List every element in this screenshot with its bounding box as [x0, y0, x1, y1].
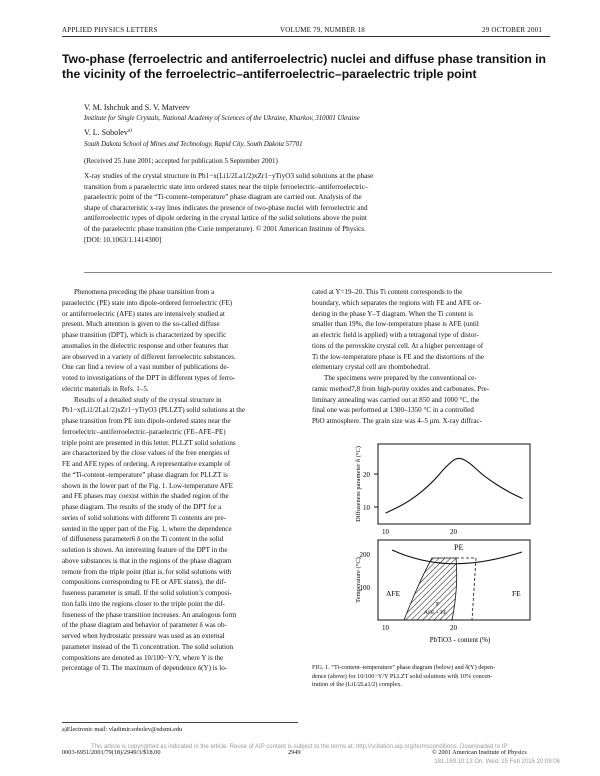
- text-line: above substances is that in the regions of the phase diagram: [62, 556, 232, 565]
- text-line: triple point are presented in this letter. PLLZT solid solutions: [62, 438, 236, 447]
- paper-title: Two-phase (ferroelectric and antiferroelectric) nuclei and diffuse phase transition in the vicinity of the ferroelectric–antiferroelectric–paraelectric triple point: [62, 52, 546, 81]
- watermark-line-2: 181.169.10.13 On: Wed, 25 Feb 2015 20:09:06: [434, 759, 560, 765]
- caption-line: dence (above) for 10/100−Y/Y PLLZT solid solutions with 10% concen-: [312, 672, 493, 680]
- bottom-ylabel: Temperature (°C): [355, 557, 362, 603]
- text-line: shown in the lower part of the Fig. 1. Low-temperature AFE: [62, 481, 234, 490]
- volume-number: VOLUME 79, NUMBER 18: [280, 26, 365, 34]
- text-line: served when hydrostatic pressure was used as an external: [62, 632, 225, 640]
- authors-1: V. M. Ishchuk and S. V. Matveev: [84, 103, 190, 112]
- abstract-line: antiferroelectric types of dipole ordering in the crystal lattice of the solid solutions above the point: [84, 214, 367, 223]
- text-line: One can find a review of a vast number of publications de-: [62, 363, 229, 372]
- text-line: series of solid solutions with different Ti contents are pre-: [62, 513, 226, 522]
- text-line: PbO atmosphere. The grain size was 4–5 μm. X-ray diffrac-: [312, 417, 482, 425]
- text-line: fuseness of the phase transition increases. An analogous form: [62, 610, 237, 619]
- affiliation-1: Institute for Single Crystals, National Academy of Sciences of the Ukraine, Kharkov, 310001 Ukraine: [84, 115, 360, 122]
- text-line: the “Ti-content–temperature” phase diagram for PLLZT is: [62, 470, 228, 479]
- top-panel-frame: [378, 444, 530, 524]
- afe-fe-label: AFE + FE: [424, 610, 447, 616]
- caption-line: FIG. 1. “Ti-content–temperature” phase diagram (below) and δ(Y) depen-: [312, 664, 496, 671]
- text-line: voted to investigations of the DPT in different types of ferro-: [62, 374, 236, 382]
- footer-copyright: © 2001 American Institute of Physics: [432, 749, 527, 756]
- text-line: tion falls into the regions closer to the triple point the dif-: [62, 599, 225, 608]
- text-line: ferroelectric–antiferroelectric–paraelectric (FE–AFE–PE): [62, 427, 226, 436]
- abstract-line: of the paraelectric phase transition (the Curie temperature). © 2001 American Institute of Physics.: [84, 224, 366, 233]
- text-line: an electric field is applied) with a tetragonal type of distor-: [312, 331, 479, 339]
- fe-region-label: FE: [512, 589, 521, 598]
- text-line: remote from the triple point (that is, for solid solutions with: [62, 567, 232, 576]
- text-line: sented in the upper part of the Fig. 1, where the dependence: [62, 524, 232, 533]
- abstract-line: transition from a paraelectric state into ordered states near the triple ferroelectric–antiferroelectric–: [84, 182, 369, 191]
- abstract-line: X-ray studies of the crystal structure in Pb1−x(Li1/2La1/2)xZr1−yTiyO3 solid solutions at the phase: [84, 172, 374, 180]
- text-line: Results of a detailed study of the crystal structure in: [74, 395, 222, 404]
- text-line: or antiferroelectric (AFE) states are intensively studied at: [62, 309, 225, 318]
- text-line: paraelectric (PE) state into dipole-ordered ferroelectric (FE): [62, 298, 233, 307]
- text-line: final one was performed at 1300–1350 °C in a controlled: [312, 406, 474, 415]
- text-line: The specimens were prepared by the conventional ce-: [324, 374, 477, 382]
- page-number: 2949: [288, 749, 301, 756]
- pe-region-label: PE: [454, 543, 464, 552]
- abstract-line: [DOI: 10.1063/1.1414300]: [84, 235, 162, 244]
- text-line: FE and AFE types of ordering. A representative example of: [62, 460, 231, 468]
- text-line: liminary annealing was carried out at 850 and 1000 °C, the: [312, 395, 480, 404]
- text-line: are characterized by the close values of the free energies of: [62, 449, 230, 458]
- header-rule: [62, 36, 550, 37]
- footnote-rule: [62, 722, 298, 723]
- abstract: [84, 171, 552, 245]
- text-line: anomalies in the dielectric response and other features that: [62, 341, 229, 350]
- text-line: fuseness parameter is small. If the solid solution’s composi-: [62, 589, 232, 597]
- afe-region-label: AFE: [386, 589, 401, 598]
- text-line: of the phase diagram and behavior of parameter δ was ob-: [62, 621, 227, 630]
- top-xtick-label-10: 10: [382, 528, 389, 536]
- text-line: elementary crystal cell are rhombohedral.: [312, 363, 430, 372]
- right-column-text: [312, 287, 550, 427]
- footnote-email: a)Electronic mail: vladimir.sobolev@sdsmt.edu: [62, 726, 183, 733]
- top-xtick-label-20: 20: [450, 528, 457, 536]
- text-line: tions of the perovskite crystal cell. At a higher percentage of: [312, 341, 484, 350]
- bottom-xtick-label-10: 10: [382, 624, 389, 632]
- left-column-text: [62, 287, 298, 674]
- text-line: percentage of Ti. The maximum of dependence δ(Y) is lo-: [62, 664, 228, 673]
- bottom-ytick-label-200: 200: [359, 551, 370, 559]
- text-line: are observed in a variety of different ferroelectric substances.: [62, 352, 236, 361]
- figure-1: [352, 430, 552, 645]
- journal-name: APPLIED PHYSICS LETTERS: [62, 26, 158, 34]
- figure-caption: [312, 664, 550, 690]
- affiliation-2: South Dakota School of Mines and Technology, Rapid City, South Dakota 57701: [84, 141, 303, 148]
- issue-date: 29 OCTOBER 2001: [482, 26, 543, 34]
- text-line: Ti the low-temperature phase is FE and the distortions of the: [312, 352, 484, 361]
- delta-curve: [386, 458, 523, 513]
- text-line: dering in the phase Y–T diagram. When the Ti content is: [312, 309, 473, 318]
- text-line: Pb1−x(Li1/2La1/2)xZr1−yTiyO3 (PLLZT) solid solutions at the: [62, 406, 245, 415]
- text-line: parameter instead of the Ti concentration. The solid solution: [62, 642, 234, 651]
- text-line: ramic method7,8 from high-purity oxides and carbonates. Pre-: [312, 384, 490, 393]
- x-axis-label: PbTiO3 - content (%): [429, 636, 491, 644]
- text-line: Phenomena preceding the phase transition from a: [74, 288, 215, 296]
- text-line: electric materials in Refs. 1–5.: [62, 384, 149, 393]
- footer-issn: 0003-6951/2001/79(18)/2949/3/$18.00: [62, 749, 161, 756]
- watermark-line-1: This article is copyrighted as indicated in the article. Reuse of AIP content is subject to the terms at: http://scitation.aip.org/termsconditions. Downloaded to IP:: [90, 744, 510, 750]
- text-line: of diffuseness parameter6 δ on the Ti content in the solid: [62, 535, 224, 544]
- text-line: cated at Y=19–20. This Ti content corresponds to the: [312, 288, 463, 296]
- text-line: compositions are denoted as 10/100−Y/Y, where Y is the: [62, 653, 224, 662]
- text-line: present. Much attention is given to the so-called diffuse: [62, 320, 220, 329]
- bottom-xtick-label-20: 20: [450, 624, 457, 632]
- bottom-ytick-label-100: 100: [359, 584, 370, 592]
- abstract-rule: [84, 272, 552, 273]
- received-dates: (Received 25 June 2001; accepted for publication 5 September 2001): [84, 157, 278, 165]
- text-line: and FE phases may coexist within the shaded region of the: [62, 492, 229, 501]
- top-ylabel: Diffuseness parameter δ (°C): [355, 446, 362, 522]
- text-line: boundary, which separates the regions with FE and AFE or-: [312, 298, 482, 307]
- text-line: phase transition from PE into dipole-ordered states near the: [62, 417, 231, 425]
- top-ytick-label-10: 10: [363, 504, 370, 512]
- abstract-line: shape of characteristic x-ray lines indicates the presence of two-phase nuclei with ferroelectric and: [84, 203, 368, 212]
- authors-2: V. L. Sobolev$^{a)}$: [84, 128, 132, 137]
- caption-line: tration of the (Li1/2La1/2) complex.: [312, 681, 402, 689]
- text-line: compositions corresponding to FE or AFE states), the dif-: [62, 578, 227, 587]
- pe-boundary-curve: [392, 550, 522, 564]
- text-line: phase diagram. The results of the study of the DPT for a: [62, 503, 222, 511]
- text-line: solution is shown. An interesting feature of the DPT in the: [62, 546, 228, 554]
- fe-afe-boundary: [456, 558, 476, 620]
- text-line: smaller than 19%, the low-temperature phase is AFE (until: [312, 320, 479, 329]
- top-ytick-label-20: 20: [363, 471, 370, 479]
- text-line: phase transition (DPT), which is characterized by specific: [62, 331, 227, 339]
- f-label: F: [436, 602, 440, 608]
- abstract-line: paraelectric point of the “Ti-content–temperature” phase diagram are carried out. Analysis of the: [84, 193, 362, 202]
